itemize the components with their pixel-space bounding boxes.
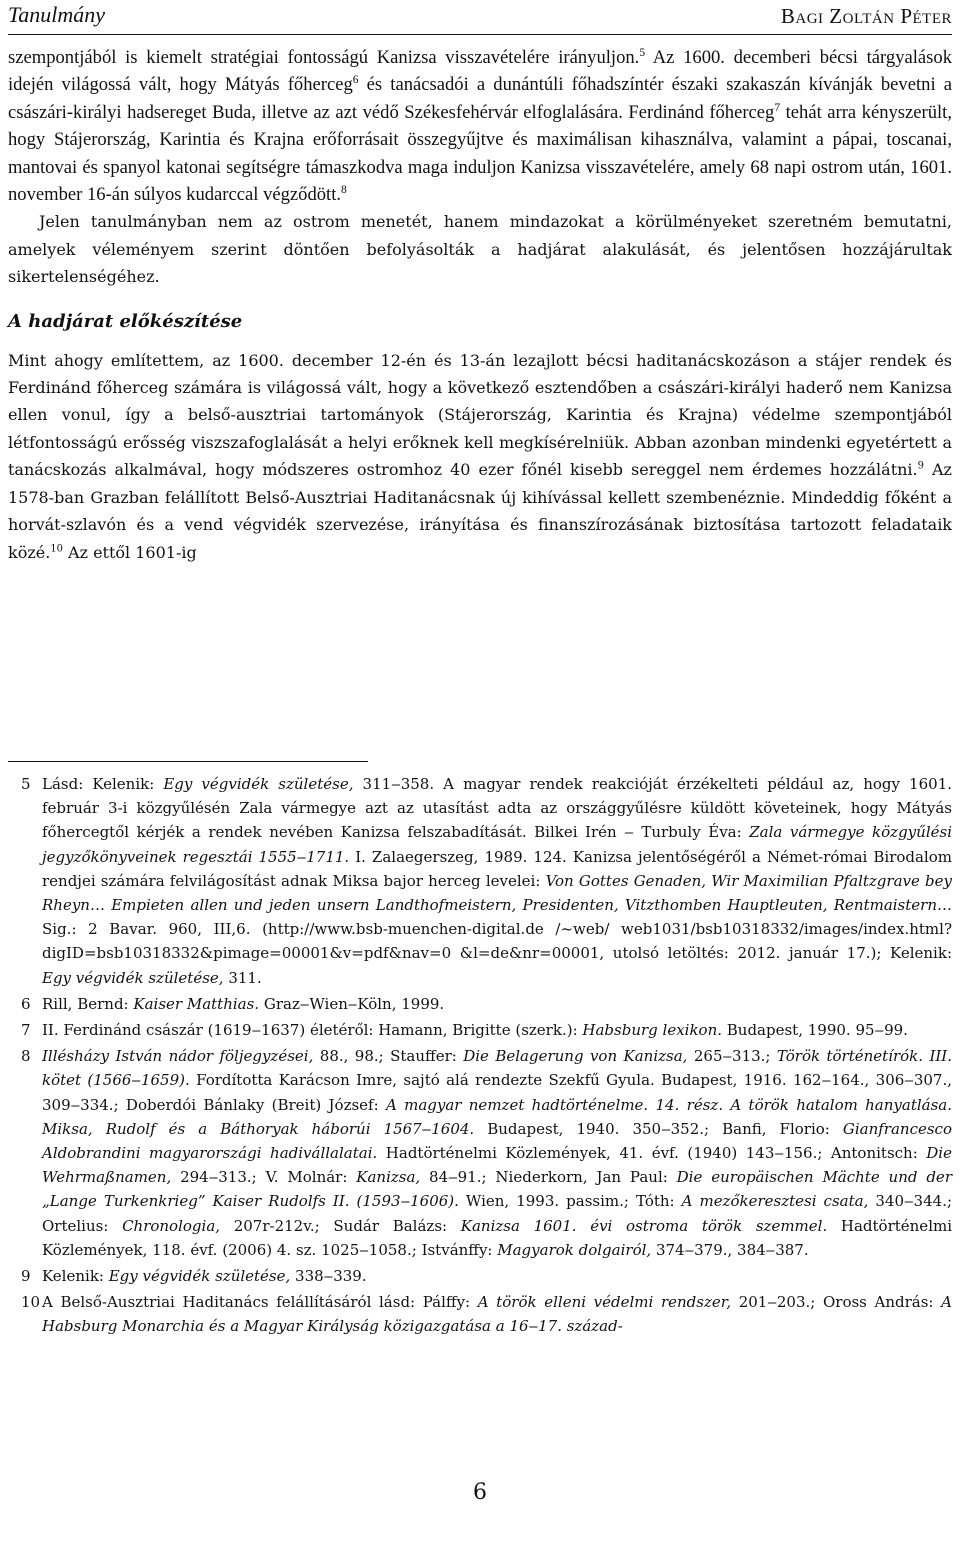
footnote-text-run: 294‒313.; V. Molnár: <box>171 1168 357 1187</box>
footnote-text-run: II. Ferdinánd császár (1619‒1637) életéről: Hamann, Brigitte (szerk.): <box>42 1021 583 1040</box>
footnote-text-run: Budapest, 1940. 350‒352.; Banfi, Florio: <box>474 1119 843 1138</box>
footnote-citation-title: Török történetírók. III. kötet (1566‒1659). <box>42 1047 952 1090</box>
footnote-citation-title: Kanizsa 1601. évi ostroma török szemmel. <box>460 1216 828 1235</box>
footnote-ref-6[interactable]: 6 <box>352 74 359 87</box>
footnote-text-run: I. Zalaegerszeg, 1989. 124. Kanizsa jelentőségéről a Német-római Birodalom rendjei számára felvilágosítást adnak Miksa bajor herceg levelei: <box>42 847 952 890</box>
footnote-text <box>42 1267 367 1285</box>
main-text <box>8 44 952 566</box>
footnote-citation-title: Gianfrancesco Aldobrandini magyarországi hadivállalatai. <box>42 1119 952 1163</box>
footnote-ref-5[interactable]: 5 <box>639 46 646 59</box>
footnote-citation-title: Habsburg lexikon. <box>582 1021 722 1040</box>
footnote-citation-title: Magyarok dolgairól, <box>497 1240 652 1259</box>
paragraph-3-text-b: Az 1578-ban Grazban felállított Belső-Ausztriai Haditanácsnak új kihívással kellett szembenéznie. Mindeddig főként a horvát-szlavón és a vend végvidék szervezése, irányítása és finanszírozásának biztosítása tartozott feladataik közé. <box>8 460 952 562</box>
footnote-text-run: 201‒203.; Oross András: <box>731 1293 942 1312</box>
footnote-text-run: 338‒339. <box>290 1267 367 1286</box>
footnote-number: 5 <box>21 775 31 793</box>
paragraph-3-text-a: Mint ahogy említettem, az 1600. december 12-én és 13-án lezajlott bécsi haditanácskozáson a stájer rendek és Ferdinánd főherceg számára is világossá vált, hogy a következő esztendőben a császári-királyi haderő nem Kanizsa ellen vonul, így a belső-ausztriai tartományok (Stájerország, Karintia és Krajna) védelme szempontjából létfontosságú erősség viszszafoglalását a helyi erőknek kell megkísérelniük. Abban azonban mindenki egyetértett a tanácskozás alkalmával, hogy módszeres ostromhoz 40 ezer főnél kisebb sereggel nem érdemes hozzálátni. <box>8 350 952 480</box>
page-number: 6 <box>473 1480 487 1505</box>
footnote-citation-title: A török elleni védelmi rendszer, <box>477 1293 732 1312</box>
footnote-ref-8[interactable]: 8 <box>341 183 347 196</box>
footnote-text <box>42 1293 952 1335</box>
section-heading: A hadjárat előkészítése <box>8 310 243 332</box>
footnote-citation-title: Egy végvidék születése, <box>163 775 354 793</box>
footnote-text-run: Rill, Bernd: <box>42 994 134 1013</box>
footnote-separator <box>8 761 368 762</box>
footnote-text-run: A Belső-Ausztriai Haditanács felállításáról lásd: Pálffy: <box>42 1293 478 1312</box>
footnote-9 <box>8 1264 952 1288</box>
footnote-citation-title: Egy végvidék születése, <box>108 1267 291 1286</box>
footnote-text-run: Hadtörténelmi Közlemények, 41. évf. (1940) 143‒156.; Antonitsch: <box>377 1144 927 1163</box>
footnote-number: 10 <box>21 1293 41 1312</box>
footnote-citation-title: Kanizsa, <box>356 1168 421 1187</box>
footnote-6 <box>8 992 952 1016</box>
footnote-ref-9[interactable]: 9 <box>917 460 924 472</box>
footnote-text-run: 265‒313.; <box>687 1047 777 1066</box>
footnote-text-run: Lásd: Kelenik: <box>42 775 164 793</box>
paragraph-2: Jelen tanulmányban nem az ostrom menetét, hanem mindazokat a körülményeket szeretném bemutatni, amelyek véleményem szerint döntően befolyásolták a hadjárat alakulását, és jelentősen hozzájárultak sikertelenségéhez. <box>8 212 952 287</box>
footnote-citation-title: A mezőkeresztesi csata, <box>681 1192 869 1211</box>
footnote-citation-title: Illésházy István nádor följegyzései, <box>42 1047 314 1066</box>
footnote-citation-title: A Habsburg Monarchia és a Magyar Királyság közigazgatása a 16‒17. század- <box>42 1293 952 1336</box>
paragraph-1 <box>8 44 952 208</box>
footnote-text-run: 207r-212v.; Sudár Balázs: <box>220 1216 461 1235</box>
paragraph-1-text-c: és tanácsadói a dunántúli főhadszíntér északi szakaszán kívánják bevetni a császári-királyi hadsereget Buda, illetve az azt védő Székesfehérvár elfoglalására. Ferdinánd főherceg <box>8 74 952 123</box>
footnote-5 <box>8 772 952 990</box>
footnote-10 <box>8 1290 952 1338</box>
footnote-text-run: 84‒91.; Niederkorn, Jan Paul: <box>420 1168 677 1187</box>
paragraph-1-text-a: szempontjából is kiemelt stratégiai fontosságú Kanizsa visszavételére irányuljon. <box>8 47 640 68</box>
footnote-text-run: 340‒344.; Ortelius: <box>42 1192 952 1235</box>
footnote-number: 7 <box>21 1021 31 1040</box>
paragraph-1-text-d: tehát arra kényszerült, hogy Stájerország, Karintia és Krajna erőforrásait összegyűjtve és maximálisan kihasználva, valamint a pápai, toscanai, mantovai és spanyol katonai segítségre támaszkodva maga induljon Kanizsa visszavételére, amely 68 napi ostrom után, 1601. november 16-án súlyos kudarccal végződött. <box>8 101 953 206</box>
header-author: Bagi Zoltán Péter <box>780 4 952 28</box>
footnote-text-run: 311‒358. A magyar rendek reakcióját érzékelteti például az, hogy 1601. február 3-i közgyűlésén Zala vármegye azt az utasítást adta az országgyűlésre küldött követeinek, hogy Mátyás főhercegtől kérjék a rendek nevében Kanizsa felszabadítását. Bilkei Irén ‒ Turbuly Éva: <box>42 775 953 842</box>
footnote-ref-7[interactable]: 7 <box>774 101 781 114</box>
footnote-text <box>42 1047 952 1259</box>
footnote-number: 6 <box>21 994 31 1013</box>
footnote-citation-title: Die europäischen Mächte und der „Lange Turkenkrieg” Kaiser Rudolfs II. (1593‒1606). <box>42 1168 952 1211</box>
footnote-text-run: Graz‒Wien‒Köln, 1999. <box>259 994 445 1013</box>
footnote-text-run: Fordította Karácson Imre, sajtó alá rendezte Szekfű Gyula. Budapest, 1916. 162‒164., 306‒307., 309‒334.; Doberdói Bánlaky (Breit) József: <box>42 1071 952 1114</box>
footnote-number: 8 <box>21 1047 31 1066</box>
footnote-ref-10[interactable]: 10 <box>50 543 63 555</box>
footnote-text-run: Kelenik: <box>42 1267 109 1286</box>
footnote-text-run: 311. <box>223 968 262 987</box>
footnote-7 <box>8 1018 952 1042</box>
footnote-text-run: Budapest, 1990. 95‒99. <box>722 1021 908 1040</box>
footnotes <box>8 772 952 1341</box>
footnote-citation-title: Die Wehrmaßnamen, <box>42 1144 952 1187</box>
footnote-text-run: Sig.: 2 Bavar. 960, III,6. (http://www.bsb-muenchen-digital.de /~web/ web1031/bsb10318332/images/index.html?digID=bsb10318332&pimage=00001&v=pdf&nav=0 &l=de&nr=00001, utolsó letöltés: 2012. január 17.); Kelenik: <box>42 920 952 963</box>
header-section-title: Tanulmány <box>8 2 105 27</box>
footnote-number: 9 <box>21 1267 31 1286</box>
paragraph-3-text-c: Az ettől 1601-ig <box>62 542 197 562</box>
footnote-citation-title: Von Gottes Genaden, Wir Maximilian Pfaltzgrave bey Rheyn… Empieten allen und jeden unsern Landthofmeistern, Presidenten, Vitzthomben Hauptleuten, Rentmaistern… <box>42 871 952 915</box>
footnote-text-run: Wien, 1993. passim.; Tóth: <box>458 1192 682 1211</box>
header-rule <box>8 34 952 35</box>
footnote-citation-title: Egy végvidék születése, <box>42 968 224 987</box>
paragraph-1-text-b: Az 1600. decemberi bécsi tárgyalások idején világossá vált, hogy Mátyás főherceg <box>8 47 952 96</box>
footnote-text-run: Hadtörténelmi Közlemények, 118. évf. (2006) 4. sz. 1025‒1058.; Istvánffy: <box>42 1216 953 1259</box>
footnote-8 <box>8 1044 952 1262</box>
footnote-text <box>42 1021 908 1039</box>
paragraph-3 <box>8 347 952 566</box>
footnote-text <box>42 775 952 987</box>
footnote-citation-title: A magyar nemzet hadtörténelme. 14. rész. A török hatalom hanyatlása. Miksa, Rudolf és a Báthoryak háborúi 1567‒1604. <box>42 1095 952 1138</box>
footnote-text-run: 374‒379., 384‒387. <box>651 1240 809 1259</box>
footnote-citation-title: Die Belagerung von Kanizsa, <box>463 1047 688 1066</box>
running-header <box>8 0 952 34</box>
footnote-text-run: 88., 98.; Stauffer: <box>313 1047 464 1066</box>
footnote-citation-title: Chronologia, <box>122 1216 221 1235</box>
footnote-citation-title: Zala vármegye közgyűlési jegyzőkönyveinek regesztái 1555‒1711. <box>42 823 952 866</box>
footnote-text <box>42 995 444 1013</box>
footnote-citation-title: Kaiser Matthias. <box>133 994 260 1013</box>
